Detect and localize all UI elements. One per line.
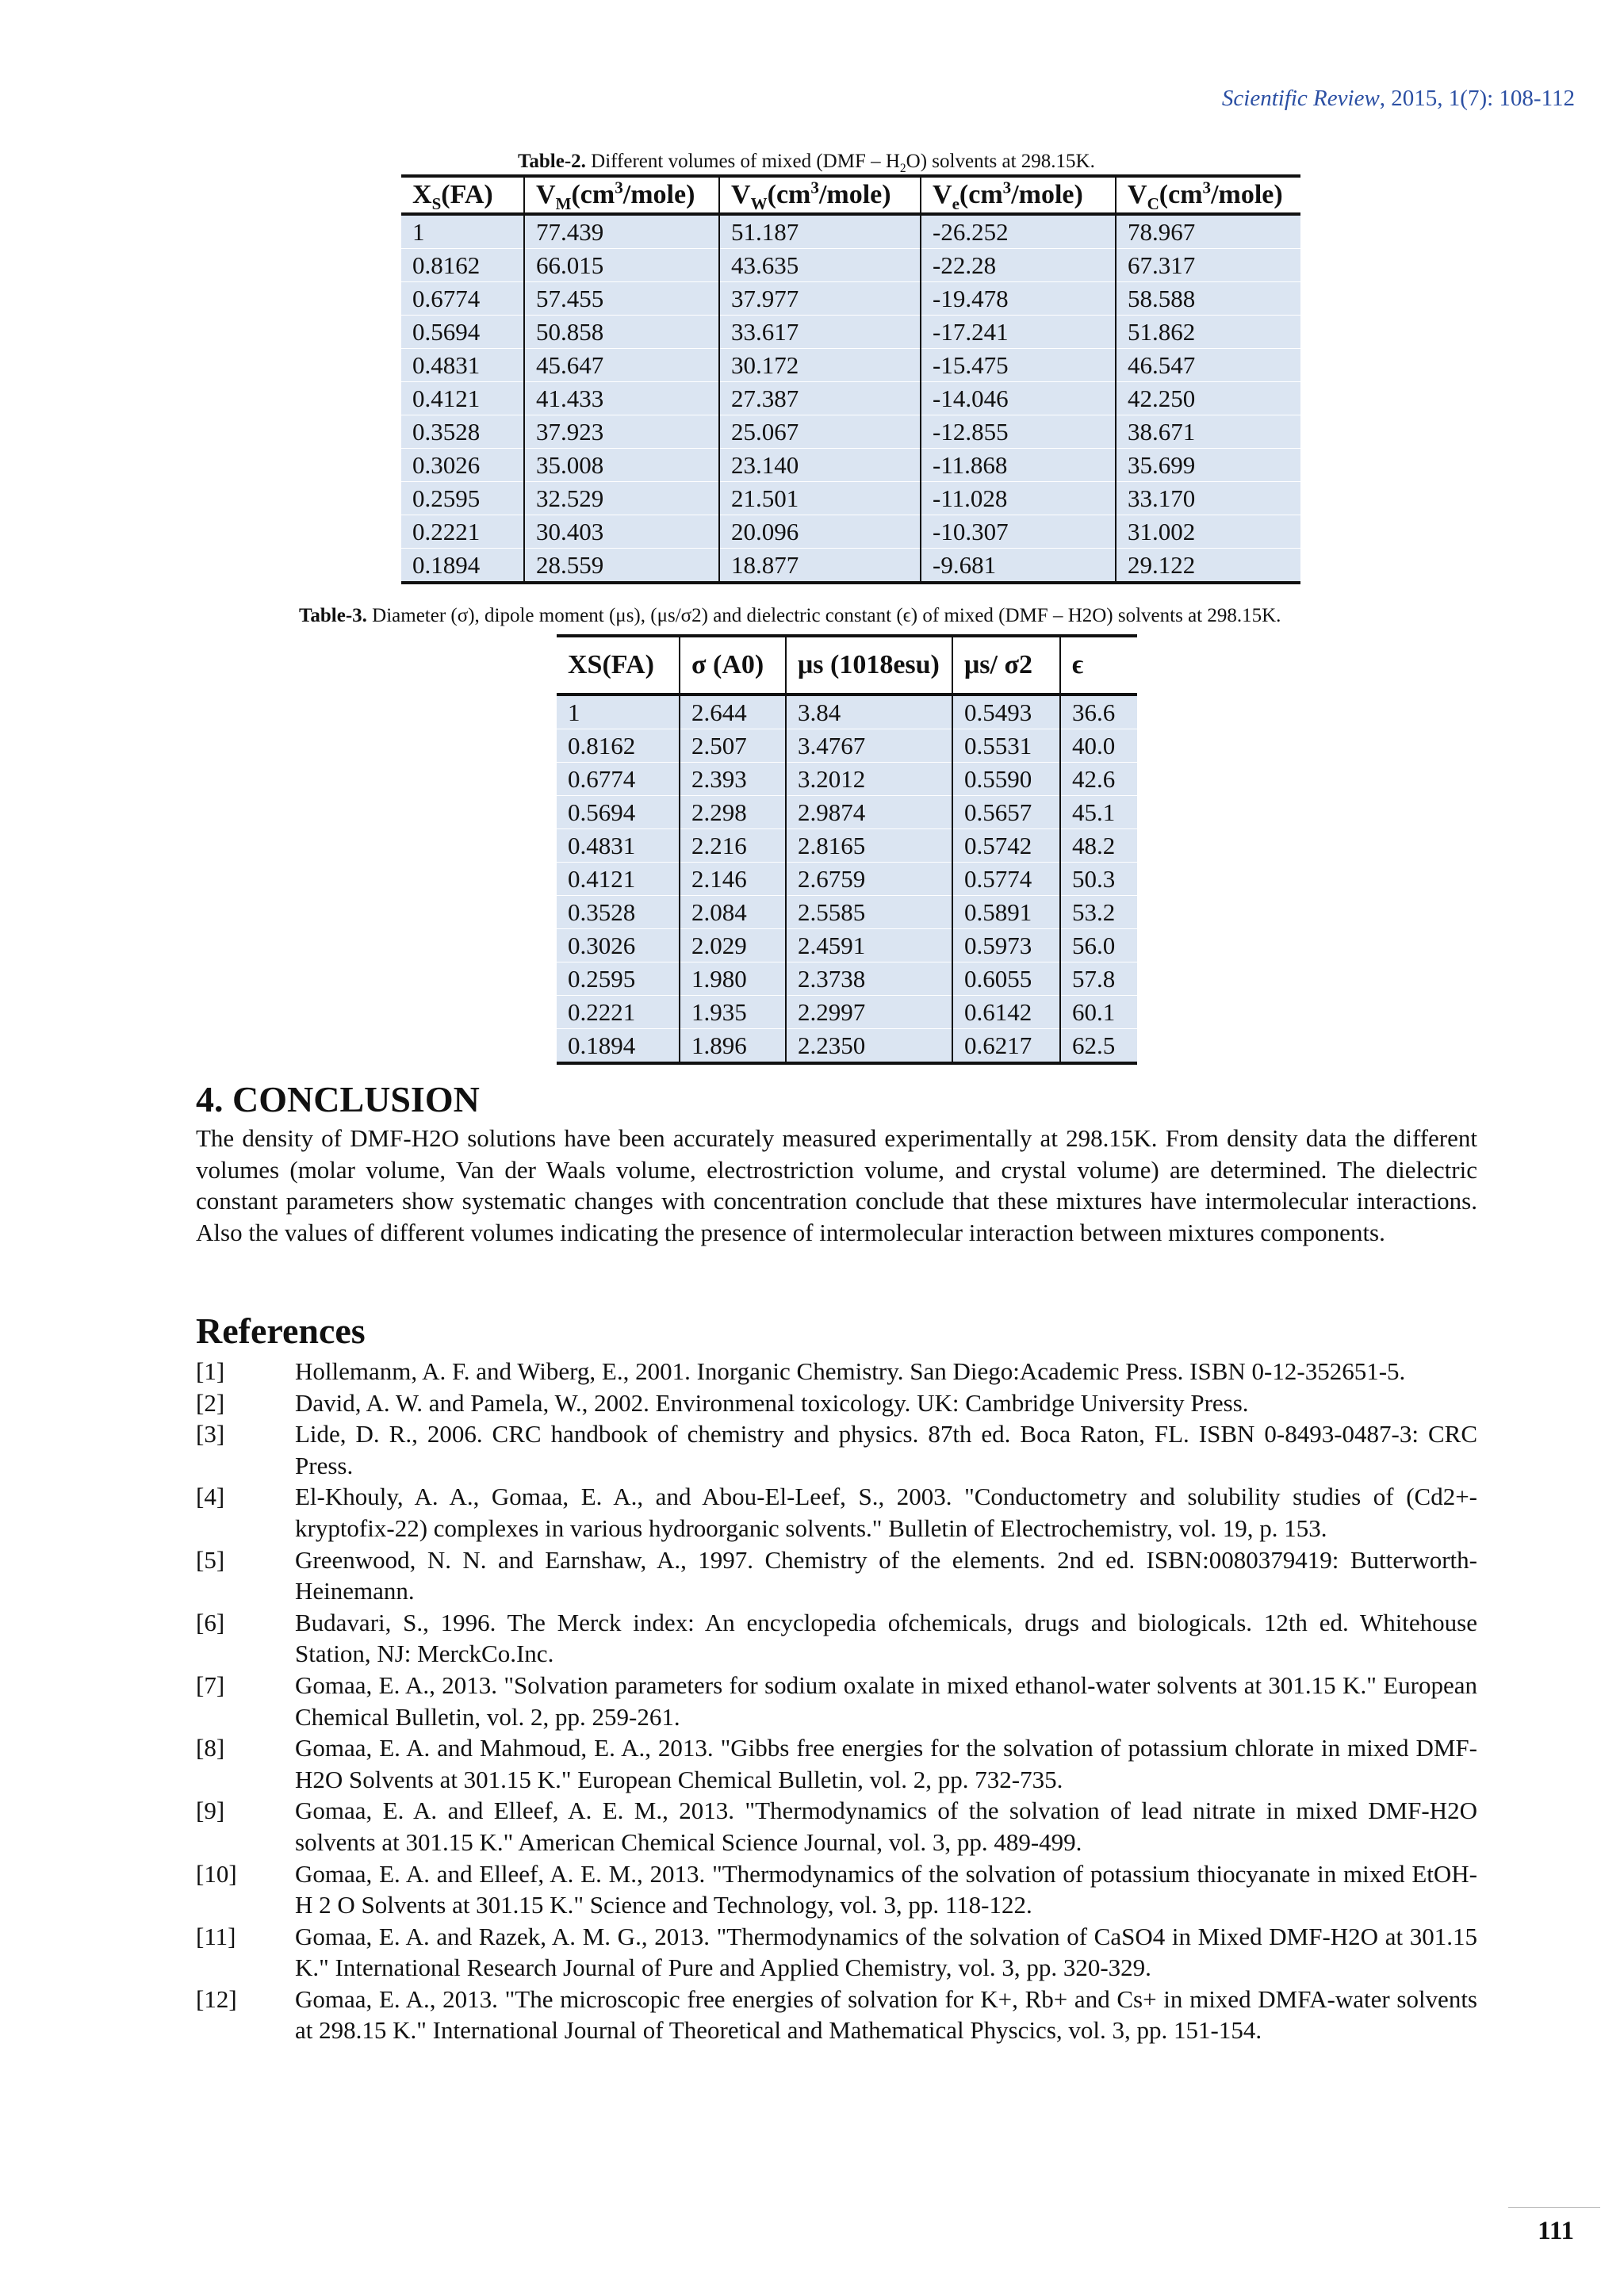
- table2-cell: 66.015: [524, 249, 719, 282]
- reference-item: [196, 1418, 1477, 1481]
- table3-cell: 2.2350: [786, 1029, 952, 1064]
- table2-cell: 46.547: [1116, 349, 1300, 382]
- table2-cell: 37.923: [524, 415, 719, 449]
- table2-cell: 27.387: [719, 382, 921, 415]
- table2-cell: 33.617: [719, 316, 921, 349]
- table2-cell: 20.096: [719, 515, 921, 549]
- table3-cell: 3.4767: [786, 729, 952, 763]
- table3-cell: 0.5531: [952, 729, 1060, 763]
- table3-row: [557, 763, 1137, 796]
- reference-number: [11]: [196, 1922, 236, 1950]
- table3-caption: [299, 605, 1281, 627]
- reference-number: [4]: [196, 1483, 225, 1511]
- reference-number: [3]: [196, 1420, 225, 1448]
- table2-cell: 35.008: [524, 449, 719, 482]
- table2-cell: -11.868: [921, 449, 1116, 482]
- table2-cell: -17.241: [921, 316, 1116, 349]
- table3-cell: 0.5742: [952, 829, 1060, 863]
- table3-cell: 48.2: [1060, 829, 1137, 863]
- table2-cell: 35.699: [1116, 449, 1300, 482]
- table2-row: [401, 316, 1300, 349]
- reference-item: [196, 1481, 1477, 1544]
- table2-cell: -12.855: [921, 415, 1116, 449]
- table2-cell: -10.307: [921, 515, 1116, 549]
- table2-cell: 25.067: [719, 415, 921, 449]
- table2-row: [401, 249, 1300, 282]
- table2-cell: 51.862: [1116, 316, 1300, 349]
- table3-cell: 0.4831: [557, 829, 680, 863]
- table2-cell: 33.170: [1116, 482, 1300, 515]
- table2-cell: -22.28: [921, 249, 1116, 282]
- table3-col-sigma: σ (A0): [680, 636, 786, 695]
- table3-col-xs: XS(FA): [557, 636, 680, 695]
- table2-cell: 67.317: [1116, 249, 1300, 282]
- reference-text: David, A. W. and Pamela, W., 2002. Environmenal toxicology. UK: Cambridge University Press.: [295, 1388, 1249, 1417]
- conclusion-heading: 4. CONCLUSION: [196, 1079, 480, 1119]
- table3-header-row: [557, 636, 1137, 695]
- table3-cell: 45.1: [1060, 796, 1137, 829]
- reference-item: [196, 1607, 1477, 1670]
- table2-cell: 38.671: [1116, 415, 1300, 449]
- table3-row: [557, 996, 1137, 1029]
- references-list: [196, 1356, 1477, 2046]
- table2-cell: -14.046: [921, 382, 1116, 415]
- table3-cell: 2.6759: [786, 863, 952, 896]
- reference-text: Gomaa, E. A. and Mahmoud, E. A., 2013. "Gibbs free energies for the solvation of potassium chlorate in mixed DMF-H2O Solvents at 301.15 K." European Chemical Bulletin, vol. 2, pp. 732-735.: [295, 1734, 1477, 1793]
- reference-item: [196, 1544, 1477, 1607]
- table3-cell: 0.5774: [952, 863, 1060, 896]
- table3-row: [557, 729, 1137, 763]
- table2-row: [401, 282, 1300, 316]
- table2-cell: 0.4121: [401, 382, 524, 415]
- table3-cell: 50.3: [1060, 863, 1137, 896]
- table2-cell: 0.2221: [401, 515, 524, 549]
- reference-number: [2]: [196, 1388, 225, 1417]
- table3-cell: 0.5590: [952, 763, 1060, 796]
- table3-cell: 1: [557, 695, 680, 729]
- footer-divider: [1508, 2207, 1600, 2208]
- reference-number: [7]: [196, 1670, 225, 1699]
- table2-col-vw: $V_W(cm^3/mole)$: [719, 176, 921, 214]
- table3-row: [557, 1029, 1137, 1064]
- table3: [557, 634, 1137, 1065]
- table2-col-xs: $X_S(FA)$: [401, 176, 524, 214]
- table2-cell: -11.028: [921, 482, 1116, 515]
- reference-text: Gomaa, E. A. and Elleef, A. E. M., 2013. "Thermodynamics of the solvation of lead nitrate in mixed DMF-H2O solvents at 301.15 K." American Chemical Science Journal, vol. 3, pp. 489-499.: [295, 1797, 1477, 1856]
- table2-col-vc: $V_C(cm^3/mole)$: [1116, 176, 1300, 214]
- table3-cell: 2.146: [680, 863, 786, 896]
- table3-cell: 1.896: [680, 1029, 786, 1064]
- table2-cell: 0.2595: [401, 482, 524, 515]
- table3-col-mu: μs (1018esu): [786, 636, 952, 695]
- table3-cell: 0.5694: [557, 796, 680, 829]
- table3-row: [557, 695, 1137, 729]
- table2-col-vm: $V_M(cm^3/mole)$: [524, 176, 719, 214]
- table3-cell: 57.8: [1060, 962, 1137, 996]
- table2-cell: 30.172: [719, 349, 921, 382]
- table2-cell: 41.433: [524, 382, 719, 415]
- table2-cell: 0.1894: [401, 549, 524, 584]
- table3-row: [557, 863, 1137, 896]
- table3-cell: 2.8165: [786, 829, 952, 863]
- table3-cell: 53.2: [1060, 896, 1137, 929]
- table2-cell: 50.858: [524, 316, 719, 349]
- reference-item: [196, 1356, 1477, 1387]
- conclusion-paragraph: The density of DMF-H2O solutions have been accurately measured experimentally at 298.15K. From density data the different volumes (molar volume, Van der Waals volume, electrostriction volume, and crystal volume) are determined. The dielectric constant parameters show systematic changes with concentration conclude that these mixtures have intermolecular interactions. Also the values of different volumes indicating the presence of intermolecular interaction between mixtures components.: [196, 1124, 1477, 1246]
- reference-item: [196, 1858, 1477, 1921]
- table3-cell: 2.393: [680, 763, 786, 796]
- table2-cell: 31.002: [1116, 515, 1300, 549]
- table3-cell: 36.6: [1060, 695, 1137, 729]
- table3-cell: 2.084: [680, 896, 786, 929]
- table2-col-ve: $V_e(cm^3/mole)$: [921, 176, 1116, 214]
- reference-number: [12]: [196, 1984, 237, 2013]
- reference-item: [196, 1921, 1477, 1984]
- table2-cell: -26.252: [921, 214, 1116, 249]
- table2-row: [401, 482, 1300, 515]
- table3-cell: 0.1894: [557, 1029, 680, 1064]
- table2-cell: 0.3528: [401, 415, 524, 449]
- table3-caption-text: Diameter (σ), dipole moment (μs), (μs/σ2) and dielectric constant (ϵ) of mixed (DMF – H2O) solvents at 298.15K.: [366, 605, 1281, 626]
- table3-cell: 2.5585: [786, 896, 952, 929]
- reference-item: [196, 1670, 1477, 1732]
- table3-cell: 3.2012: [786, 763, 952, 796]
- table3-cell: 0.5891: [952, 896, 1060, 929]
- table2-caption: Table-2. Different volumes of mixed $(DMF - H_2O)$ solvents at 298.15K.: [518, 151, 1095, 175]
- table3-cell: 60.1: [1060, 996, 1137, 1029]
- table2-header-row: [401, 176, 1300, 214]
- table2-cell: 21.501: [719, 482, 921, 515]
- running-header: [1222, 86, 1575, 112]
- table3-caption-label: Table-3.: [299, 605, 367, 626]
- table3-row: [557, 829, 1137, 863]
- table3-cell: 56.0: [1060, 929, 1137, 962]
- table3-cell: 2.2997: [786, 996, 952, 1029]
- table2-cell: 0.4831: [401, 349, 524, 382]
- table3-row: [557, 929, 1137, 962]
- reference-text: Greenwood, N. N. and Earnshaw, A., 1997. Chemistry of the elements. 2nd ed. ISBN:0080379419: Butterworth-Heinemann.: [295, 1545, 1477, 1605]
- reference-text: Gomaa, E. A., 2013. "The microscopic free energies of solvation for K+, Rb+ and Cs+ in mixed DMFA-water solvents at 298.15 K." International Journal of Theoretical and Mathematical Physcics, vol. 3, pp. 151-154.: [295, 1984, 1477, 2045]
- table2-row: [401, 549, 1300, 584]
- table2-cell: 37.977: [719, 282, 921, 316]
- table3-cell: 42.6: [1060, 763, 1137, 796]
- table3-cell: 62.5: [1060, 1029, 1137, 1064]
- table2-cell: 43.635: [719, 249, 921, 282]
- table3-cell: 1.980: [680, 962, 786, 996]
- table3-cell: 2.216: [680, 829, 786, 863]
- table2-row: [401, 349, 1300, 382]
- table2-cell: 58.588: [1116, 282, 1300, 316]
- journal-name: Scientific Review: [1221, 86, 1380, 111]
- table2-cell: 23.140: [719, 449, 921, 482]
- table3-cell: 0.3528: [557, 896, 680, 929]
- table3-cell: 2.4591: [786, 929, 952, 962]
- table3-col-mu-over-sigma2: μs/ σ2: [952, 636, 1060, 695]
- table2-cell: 29.122: [1116, 549, 1300, 584]
- table2-row: [401, 415, 1300, 449]
- table3-cell: 2.9874: [786, 796, 952, 829]
- reference-item: [196, 1795, 1477, 1858]
- table3-cell: 1.935: [680, 996, 786, 1029]
- table3-cell: 2.029: [680, 929, 786, 962]
- reference-item: [196, 1732, 1477, 1795]
- table3-cell: 2.644: [680, 695, 786, 729]
- table3-cell: 0.8162: [557, 729, 680, 763]
- table3-cell: 2.3738: [786, 962, 952, 996]
- table3-cell: 0.6055: [952, 962, 1060, 996]
- reference-number: [10]: [196, 1859, 237, 1888]
- reference-text: Gomaa, E. A. and Razek, A. M. G., 2013. "Thermodynamics of the solvation of CaSO4 in Mixed DMF-H2O at 301.15 K." International Research Journal of Pure and Applied Chemistry, vol. 3, pp. 320-329.: [295, 1922, 1477, 1982]
- reference-text: Budavari, S., 1996. The Merck index: An encyclopedia ofchemicals, drugs and biologicals. 12th ed. Whitehouse Station, NJ: MerckCo.Inc.: [295, 1608, 1477, 1668]
- table2-cell: 0.8162: [401, 249, 524, 282]
- table2-cell: 32.529: [524, 482, 719, 515]
- table2-row: [401, 382, 1300, 415]
- table3-cell: 0.4121: [557, 863, 680, 896]
- reference-item: [196, 1984, 1477, 2046]
- table2-cell: 57.455: [524, 282, 719, 316]
- table3-cell: 0.6774: [557, 763, 680, 796]
- table3-cell: 0.5973: [952, 929, 1060, 962]
- reference-number: [9]: [196, 1797, 225, 1825]
- table3-cell: 2.298: [680, 796, 786, 829]
- table2-cell: -9.681: [921, 549, 1116, 584]
- references-heading: References: [196, 1311, 366, 1351]
- table2-caption-label: Table-2.: [518, 151, 586, 172]
- table2-cell: 30.403: [524, 515, 719, 549]
- table3-cell: 0.2595: [557, 962, 680, 996]
- table2-cell: 78.967: [1116, 214, 1300, 249]
- table2-cell: 51.187: [719, 214, 921, 249]
- table3-cell: 0.3026: [557, 929, 680, 962]
- table3-cell: 3.84: [786, 695, 952, 729]
- reference-number: [8]: [196, 1734, 225, 1762]
- table2-cell: 28.559: [524, 549, 719, 584]
- table3-row: [557, 962, 1137, 996]
- table3-cell: 0.6142: [952, 996, 1060, 1029]
- table2-row: [401, 515, 1300, 549]
- table3-cell: 0.5493: [952, 695, 1060, 729]
- table3-row: [557, 796, 1137, 829]
- table2-cell: 1: [401, 214, 524, 249]
- table3-cell: 0.6217: [952, 1029, 1060, 1064]
- reference-item: [196, 1387, 1477, 1419]
- reference-number: [5]: [196, 1545, 225, 1574]
- table2-cell: 77.439: [524, 214, 719, 249]
- reference-text: El-Khouly, A. A., Gomaa, E. A., and Abou-El-Leef, S., 2003. "Conductometry and solubility studies of (Cd2+-kryptofix-22) complexes in various hydroorganic solvents." Bulletin of Electrochemistry, vol. 19, p. 153.: [295, 1483, 1477, 1542]
- table2-row: [401, 214, 1300, 249]
- journal-citation: , 2015, 1(7): 108-112: [1379, 86, 1575, 111]
- table2-cell: 18.877: [719, 549, 921, 584]
- table3-cell: 2.507: [680, 729, 786, 763]
- table2-cell: 0.5694: [401, 316, 524, 349]
- table2-cell: 0.3026: [401, 449, 524, 482]
- table2-cell: 0.6774: [401, 282, 524, 316]
- table3-col-epsilon: ϵ: [1060, 636, 1137, 695]
- page-number: 111: [1538, 2217, 1574, 2245]
- table2: [401, 174, 1300, 584]
- reference-text: Lide, D. R., 2006. CRC handbook of chemistry and physics. 87th ed. Boca Raton, FL. ISBN 0-8493-0487-3: CRC Press.: [295, 1420, 1477, 1479]
- reference-number: [6]: [196, 1608, 225, 1636]
- table2-cell: -15.475: [921, 349, 1116, 382]
- table3-cell: 0.2221: [557, 996, 680, 1029]
- table3-row: [557, 896, 1137, 929]
- table2-cell: 42.250: [1116, 382, 1300, 415]
- table3-cell: 40.0: [1060, 729, 1137, 763]
- table2-cell: 45.647: [524, 349, 719, 382]
- table3-cell: 0.5657: [952, 796, 1060, 829]
- reference-text: Gomaa, E. A., 2013. "Solvation parameters for sodium oxalate in mixed ethanol-water solvents at 301.15 K." European Chemical Bulletin, vol. 2, pp. 259-261.: [295, 1670, 1477, 1731]
- table2-cell: -19.478: [921, 282, 1116, 316]
- reference-text: Gomaa, E. A. and Elleef, A. E. M., 2013. "Thermodynamics of the solvation of potassium thiocyanate in mixed EtOH-H 2 O Solvents at 301.15 K." Science and Technology, vol. 3, pp. 118-122.: [295, 1859, 1477, 1919]
- reference-text: Hollemanm, A. F. and Wiberg, E., 2001. Inorganic Chemistry. San Diego:Academic Press. ISBN 0-12-352651-5.: [295, 1357, 1406, 1385]
- reference-number: [1]: [196, 1357, 225, 1385]
- table2-row: [401, 449, 1300, 482]
